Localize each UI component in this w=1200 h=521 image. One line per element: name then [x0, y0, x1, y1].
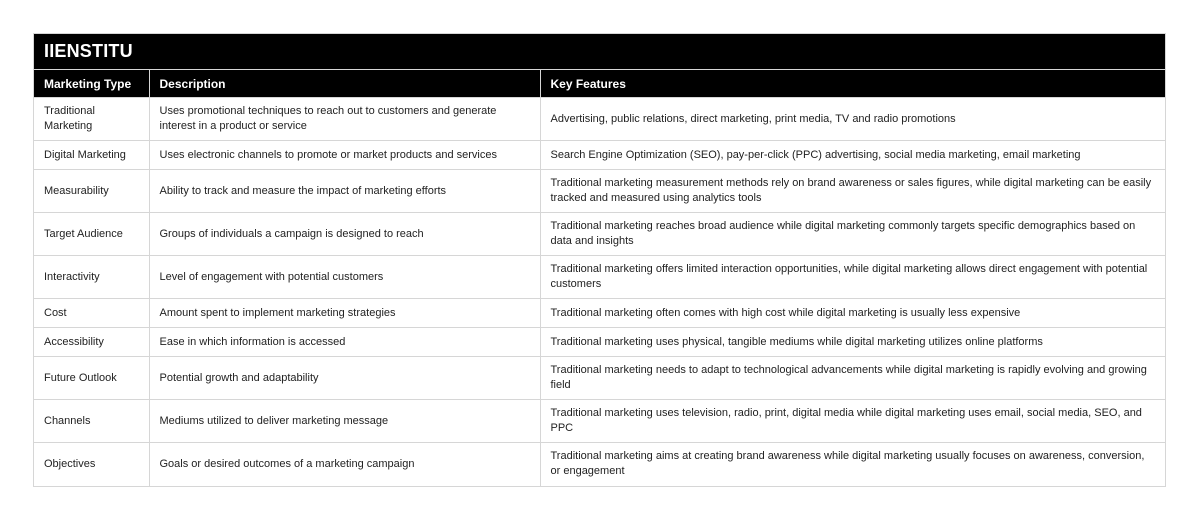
- cell-key-features: Advertising, public relations, direct marketing, print media, TV and radio promotions: [540, 98, 1165, 141]
- table-row: [34, 170, 1165, 213]
- table-row: [34, 213, 1165, 256]
- cell-marketing-type: Objectives: [34, 443, 149, 486]
- cell-marketing-type: Accessibility: [34, 328, 149, 357]
- table-header-row: [34, 70, 1165, 98]
- cell-key-features: Traditional marketing reaches broad audience while digital marketing commonly targets specific demographics based on data and insights: [540, 213, 1165, 256]
- cell-marketing-type: Digital Marketing: [34, 141, 149, 170]
- cell-marketing-type: Future Outlook: [34, 357, 149, 400]
- cell-key-features: Traditional marketing often comes with high cost while digital marketing is usually less expensive: [540, 299, 1165, 328]
- column-header-key-features: Key Features: [540, 70, 1165, 98]
- cell-description: Mediums utilized to deliver marketing message: [149, 400, 540, 443]
- cell-description: Level of engagement with potential customers: [149, 256, 540, 299]
- cell-marketing-type: Interactivity: [34, 256, 149, 299]
- table-row: [34, 141, 1165, 170]
- cell-marketing-type: Traditional Marketing: [34, 98, 149, 141]
- cell-key-features: Traditional marketing uses television, radio, print, digital media while digital marketing uses email, social media, SEO, and PPC: [540, 400, 1165, 443]
- table-row: [34, 256, 1165, 299]
- cell-marketing-type: Target Audience: [34, 213, 149, 256]
- cell-key-features: Traditional marketing offers limited interaction opportunities, while digital marketing allows direct engagement with potential customers: [540, 256, 1165, 299]
- comparison-table: [34, 69, 1165, 486]
- cell-description: Ease in which information is accessed: [149, 328, 540, 357]
- column-header-marketing-type: Marketing Type: [34, 70, 149, 98]
- cell-marketing-type: Channels: [34, 400, 149, 443]
- column-header-description: Description: [149, 70, 540, 98]
- cell-description: Uses electronic channels to promote or market products and services: [149, 141, 540, 170]
- cell-description: Amount spent to implement marketing strategies: [149, 299, 540, 328]
- cell-description: Goals or desired outcomes of a marketing campaign: [149, 443, 540, 486]
- cell-key-features: Traditional marketing uses physical, tangible mediums while digital marketing utilizes online platforms: [540, 328, 1165, 357]
- table-row: [34, 443, 1165, 486]
- table-row: [34, 357, 1165, 400]
- cell-description: Ability to track and measure the impact of marketing efforts: [149, 170, 540, 213]
- table-row: [34, 299, 1165, 328]
- table-row: [34, 98, 1165, 141]
- table-row: [34, 328, 1165, 357]
- brand-logo-text: IIENSTITU: [44, 41, 133, 61]
- table-row: [34, 400, 1165, 443]
- cell-marketing-type: Cost: [34, 299, 149, 328]
- cell-description: Potential growth and adaptability: [149, 357, 540, 400]
- cell-key-features: Traditional marketing measurement methods rely on brand awareness or sales figures, while digital marketing can be easily tracked and measured using analytics tools: [540, 170, 1165, 213]
- brand-header: [34, 34, 1165, 69]
- cell-key-features: Traditional marketing aims at creating brand awareness while digital marketing usually focuses on awareness, conversion, or engagement: [540, 443, 1165, 486]
- cell-marketing-type: Measurability: [34, 170, 149, 213]
- cell-key-features: Traditional marketing needs to adapt to technological advancements while digital marketing is rapidly evolving and growing field: [540, 357, 1165, 400]
- comparison-table-container: [33, 33, 1166, 487]
- cell-key-features: Search Engine Optimization (SEO), pay-per-click (PPC) advertising, social media marketing, email marketing: [540, 141, 1165, 170]
- cell-description: Uses promotional techniques to reach out to customers and generate interest in a product or service: [149, 98, 540, 141]
- cell-description: Groups of individuals a campaign is designed to reach: [149, 213, 540, 256]
